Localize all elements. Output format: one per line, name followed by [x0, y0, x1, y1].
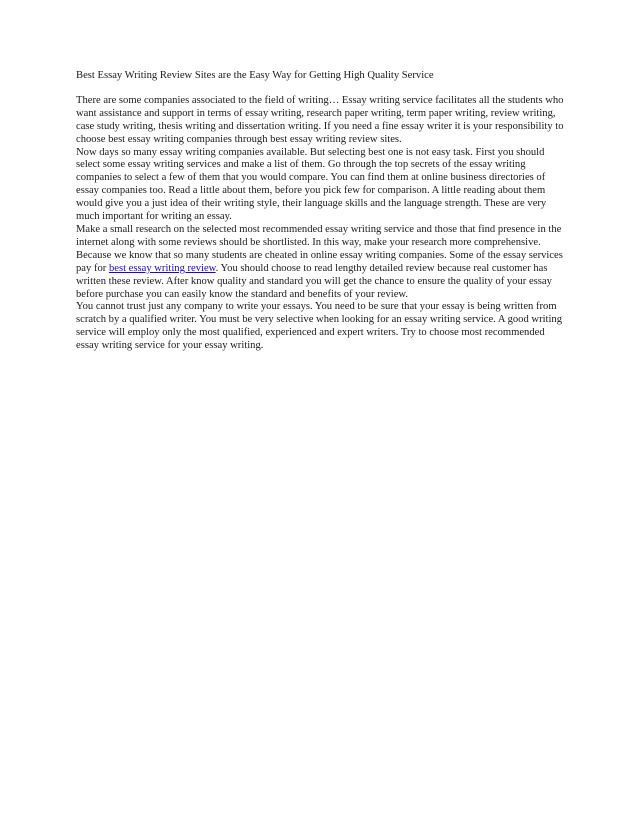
document-body	[76, 70, 566, 353]
paragraph-4-text-after-link: . You should choose to read lengthy detailed review because real customer has written these review. After know quality and standard you will get the chance to ensure the quality of your essay before purchase you can easily know the standard and benefits of your review.	[76, 262, 552, 300]
best-essay-writing-review-link[interactable]: best essay writing review	[108, 262, 216, 274]
paragraph-5: You cannot trust just any company to write your essays. You need to be sure that your essay is being written from scratch by a qualified writer. You must be very selective when looking for an essay writing service. A good writing service will employ only the most qualified, experienced and expert writers. Try to choose most recommended essay writing service for your essay writing.	[76, 301, 563, 352]
paragraph-2: Now days so many essay writing companies available. But selecting best one is not easy task. First you should select some essay writing services and make a list of them. Go through the top secrets of the essay writing companies to select a few of them that you would compare. You can find them at online business directories of essay companies too. Read a little about them, before you pick few for comparison. A little reading about them would give you a just idea of their writing style, their language skills and the language strength. These are very much important for writing an essay.	[76, 146, 547, 223]
document-title: Best Essay Writing Review Sites are the Easy Way for Getting High Quality Service	[76, 70, 434, 81]
paragraph-4	[76, 250, 566, 302]
paragraph-3: Make a small research on the selected most recommended essay writing service and those that find presence in the internet along with some reviews should be shortlisted. In this way, make your research more comprehensive.	[76, 223, 562, 248]
paragraph-4-text-before-link: Because we know that so many students are cheated in online essay writing companies. Some of the essay services pay for	[76, 249, 563, 274]
paragraph-1: There are some companies associated to the field of writing… Essay writing service facilitates all the students who want assistance and support in terms of essay writing, research paper writing, term paper writing, review writing, case study writing, thesis writing and dissertation writing. If you need a fine essay writer it is your responsibility to choose best essay writing companies through best essay writing review sites.	[76, 94, 564, 145]
